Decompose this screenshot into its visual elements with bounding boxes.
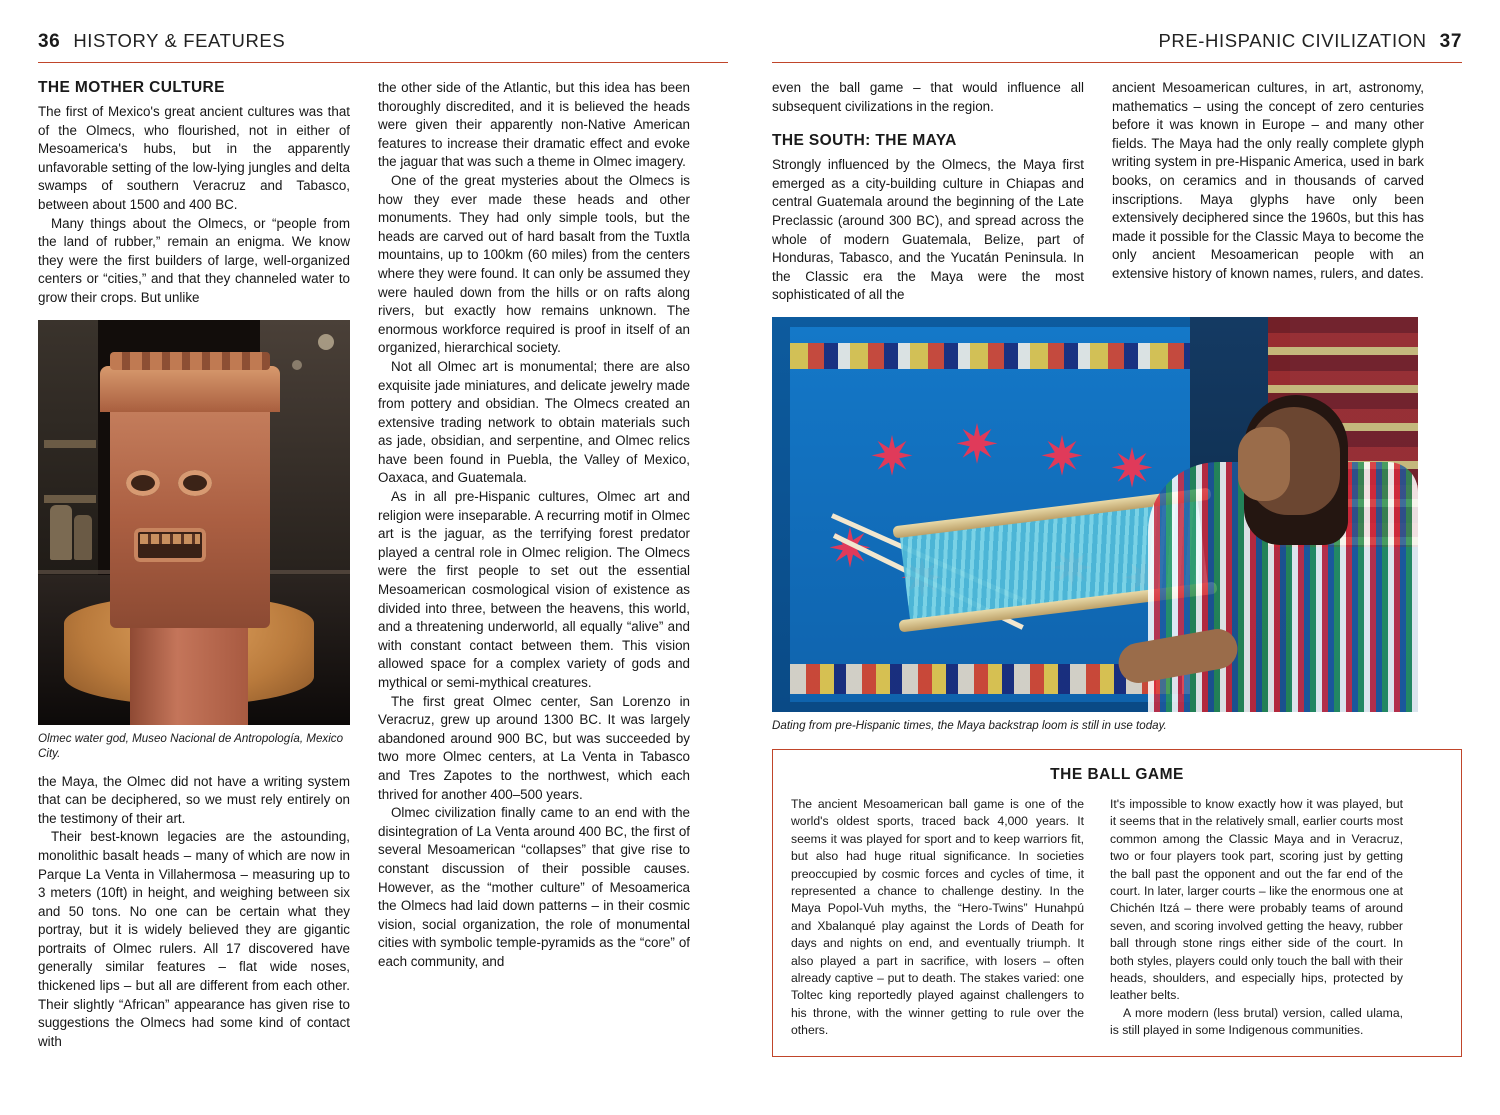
paragraph: The ancient Mesoamerican ball game is one of the world's oldest sports, traced back 4,000 years. It seems it was played for sport and to keep warriors fit, but also had huge ritual significance. In societies preoccupied by cosmic forces and cycles of time, it represented a chance to challenge destiny. In the Maya Popol-Vuh myths, the “Hero-Twins” Hunahpú and Xbalanqué play against the Lords of Death for days and nights on end, and eventually triumph. It also played a part in sacrifice, with losers – often already captive – put to death. The stakes varied: one Toltec king reportedly played against challengers to his throne, with the winner getting to rule over the others. [791, 796, 1084, 1038]
photo-maya-weaver [772, 317, 1418, 712]
boxout-column-2 [1110, 796, 1403, 1040]
section-title-the-south-the-maya: THE SOUTH: THE MAYA [772, 132, 957, 150]
folio-number-left: 36 [38, 31, 61, 52]
paragraph: the other side of the Atlantic, but this idea has been thoroughly discredited, and it is believed the heads were given their apparently non-Native American features to increase their dramatic effect and evoke the jaguar that was such a theme in Olmec imagery. [378, 80, 690, 170]
figure-maya-backstrap-loom [772, 317, 1462, 733]
paragraph: Olmec civilization finally came to an end with the disintegration of La Venta around 400 BC, the first of several Mesoamerican “collapses” that give rise to constant discussion of their possible causes. However, as the “mother culture” of Mesoamerica the Olmecs had laid down patterns – in their cosmic vision, social organization, the role of monumental cities with symbolic temple-pyramids as the “core” of each community, and [378, 805, 690, 969]
page-right [750, 0, 1500, 1115]
paragraph: Not all Olmec art is monumental; there are also exquisite jade miniatures, and delicate jewelry made from pottery and obsidian. The Olmecs created an extensive trading network to obtain materials such as jade, obsidian, and serpentine, and Olmec relics have been found in Puebla, the Valley of Mexico, Oaxaca, and Guatemala. [378, 358, 690, 486]
folio-number-right: 37 [1439, 31, 1462, 52]
left-columns [38, 79, 728, 1051]
running-head-left [38, 30, 728, 62]
paragraph: As in all pre-Hispanic cultures, Olmec art and religion were inseparable. A recurring motif in Olmec art is the jaguar, as the terrifying forest predator played a central role in Olmec religion. The Olmecs were the first people to set out the essential Mesoamerican cosmological vision of existence as divided into three, between the heavens, this world, and a threatening underworld, all equally “alive” and with constant contact between them. This vision allowed space for a complex variety of gods and mythical or semi-mythical creatures. [378, 489, 690, 690]
paragraph: Their best-known legacies are the astounding, monolithic basalt heads – many of which are now in Parque La Venta in Villahermosa – measuring up to 3 meters (10ft) in height, and weighing between six and 50 tons. No one can be certain what they portray, but it is widely believed they are gigantic portraits of Olmec rulers. All 17 discovered have generally similar features – flat wide noses, thickened lips – but all are different from each other. Their slightly “African” appearance has given rise to suggestions the Olmecs had some kind of contact with [38, 829, 350, 1049]
boxout-the-ball-game [772, 749, 1462, 1057]
right-column-2 [1112, 79, 1424, 305]
paragraph: ancient Mesoamerican cultures, in art, astronomy, mathematics – using the concept of zero centuries before it was known in Europe – and many other fields. The Maya had the only really complete glyph writing system in pre-Hispanic America, used in bark books, on ceramics and in thousands of carved inscriptions. Maya glyphs have only been extensively deciphered since the 1960s, but this has made it possible for the Classic Maya to become the only ancient Mesoamerican people with an extensive history of known names, rulers, and dates. [1112, 80, 1424, 281]
paragraph: Strongly influenced by the Olmecs, the Maya first emerged as a city-building culture in Chiapas and central Guatemala around the beginning of the Late Preclassic (around 300 BC), and spread across the whole of modern Guatemala, Belize, part of Honduras, Tabasco, and the Yucatán Peninsula. In the Classic era the Maya were the most sophisticated of all the [772, 157, 1084, 303]
paragraph: The first of Mexico's great ancient cultures was that of the Olmecs, who flourished, not in either of Mesoamerica's hubs, but in the apparently unfavorable setting of the low-lying jungles and delta swamps of southern Veracruz and Tabasco, between about 1500 and 400 BC. [38, 104, 350, 212]
header-rule-left [38, 62, 728, 63]
paragraph: the Maya, the Olmec did not have a writing system that can be deciphered, so we must rely entirely on the testimony of their art. [38, 773, 350, 826]
section-title-mother-culture: THE MOTHER CULTURE [38, 79, 225, 96]
running-head-title-right: PRE-HISPANIC CIVILIZATION [1158, 30, 1427, 51]
paragraph: Many things about the Olmecs, or “people from the land of rubber,” remain an enigma. We know they were the first builders of large, well-organized centers or “cities,” and that they channeled water to grow their crops. But unlike [38, 215, 350, 305]
boxout-title: THE BALL GAME [1050, 765, 1184, 783]
running-head-title-left: HISTORY & FEATURES [73, 30, 286, 51]
paragraph: A more modern (less brutal) version, called ulama, is still played in some Indigenous communities. [1110, 1005, 1403, 1038]
right-columns [772, 79, 1462, 305]
paragraph: It's impossible to know exactly how it was played, but it seems that in the relatively small, earlier courts most common among the Classic Maya and in Veracruz, two or four players took part, scoring just by getting the ball past the opponent and out the far end of the court. In later, larger courts – like the enormous one at Chichén Itzá – there were probably teams of around seven, and scoring involved getting the heavy, rubber ball through stone rings either side of the court. In both styles, players could only touch the ball with their heads, shoulders, and especially hips, protected by leather belts. [1110, 796, 1403, 1003]
paragraph: even the ball game – that would influence all subsequent civilizations in the region. [772, 80, 1084, 114]
header-rule-right [772, 62, 1462, 63]
figure-olmec-water-god [38, 320, 350, 761]
right-column-1 [772, 79, 1084, 305]
left-column-2 [378, 79, 690, 1051]
paragraph: The first great Olmec center, San Lorenzo in Veracruz, grew up around 1300 BC. It was largely abandoned around 900 BC, but was succeeded by two more Olmec centers, at La Venta in Tabasco and Tres Zapotes to the northwest, which each thrived for another 400–500 years. [378, 693, 690, 802]
photo-olmec-water-god [38, 320, 350, 725]
figure-caption: Dating from pre-Hispanic times, the Maya backstrap loom is still in use today. [772, 718, 1167, 732]
left-column-1 [38, 79, 350, 1051]
paragraph: One of the great mysteries about the Olmecs is how they ever made these heads and other monuments. They had only simple tools, but the heads are carved out of hard basalt from the Tuxtla mountains, up to 100km (60 miles) from the centers where they were found. It can only be assumed they were hauled down from the hills or on rafts along rivers, but exactly how remains unknown. The enormous workforce required is proof in itself of an organized, hierarchical society. [378, 172, 690, 356]
running-head-right [772, 30, 1462, 62]
boxout-column-1 [791, 796, 1084, 1040]
figure-caption: Olmec water god, Museo Nacional de Antropología, Mexico City. [38, 731, 344, 760]
boxout-columns [791, 796, 1443, 1040]
